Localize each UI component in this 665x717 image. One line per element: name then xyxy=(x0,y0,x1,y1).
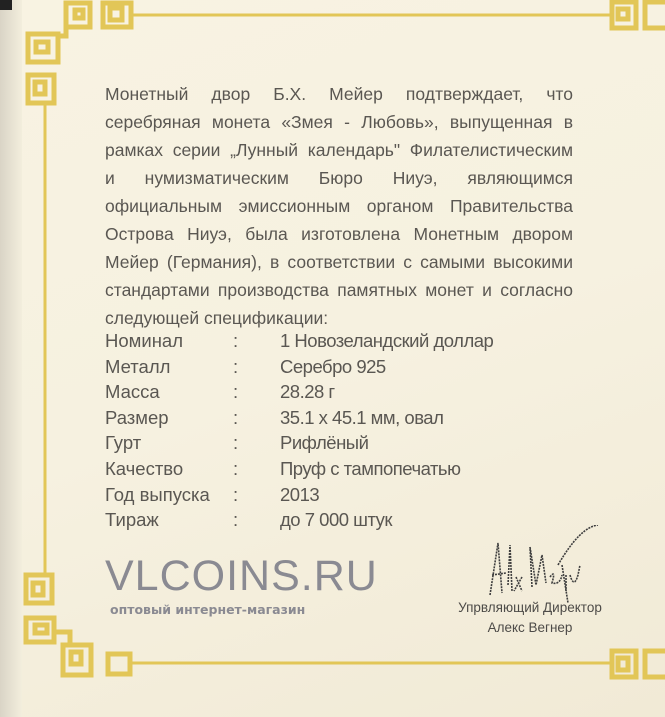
spec-label: Качество xyxy=(105,457,184,479)
spec-separator: : xyxy=(233,483,239,505)
spec-value: 35.1 x 45.1 мм, овал xyxy=(280,406,444,428)
paragraph-line: официальным эмиссионным органом Правительства xyxy=(105,196,573,216)
spec-row xyxy=(105,354,545,380)
paragraph-line: и нумизматическим Бюро Ниуэ, являющимся xyxy=(105,168,573,188)
spec-separator: : xyxy=(233,432,239,454)
spec-value: Рифлёный xyxy=(280,432,369,454)
signatory-title: Упрвляющий Директор xyxy=(458,600,602,615)
watermark-subtitle: оптовый интернет-магазин xyxy=(110,602,306,617)
spec-row xyxy=(105,430,545,456)
spec-label: Гурт xyxy=(105,432,142,454)
spec-separator: : xyxy=(233,509,239,531)
certificate-paragraph xyxy=(105,80,573,332)
specification-table xyxy=(105,328,545,533)
paragraph-line: Монетный двор Б.Х. Мейер подтверждает, что xyxy=(105,84,573,104)
spec-separator: : xyxy=(233,457,239,479)
paragraph-line: следующей спецификации: xyxy=(105,308,329,328)
spec-row xyxy=(105,456,545,482)
paragraph-line: Мейер (Германия), в соответствии с самыми высокими xyxy=(105,252,573,272)
spec-label: Тираж xyxy=(105,509,159,531)
watermark-title: VLCOINS.RU xyxy=(105,552,378,600)
spec-label: Размер xyxy=(105,406,169,428)
spec-separator: : xyxy=(233,381,239,403)
spec-value: Пруф с тампопечатью xyxy=(280,457,461,479)
signatory-block xyxy=(440,598,620,638)
spec-row xyxy=(105,405,545,431)
spec-row xyxy=(105,379,545,405)
spec-label: Номинал xyxy=(105,330,184,351)
spec-separator: : xyxy=(233,406,239,428)
spec-separator: : xyxy=(233,355,239,377)
paragraph-line: серебряная монета «Змея - Любовь», выпущенная в xyxy=(105,112,573,132)
spec-separator: : xyxy=(233,330,239,351)
spec-value: 1 Новозеландский доллар xyxy=(280,330,494,351)
spec-row xyxy=(105,328,545,354)
spec-label: Масса xyxy=(105,381,160,403)
spec-value: Серебро 925 xyxy=(280,355,386,377)
spec-value: до 7 000 штук xyxy=(280,509,393,531)
spec-label: Год выпуска xyxy=(105,483,210,505)
paragraph-line: Острова Ниуэ, была изготовлена Монетным двором xyxy=(105,224,573,244)
spec-value: 28.28 г xyxy=(280,381,335,403)
bottom-right-meander xyxy=(612,651,665,677)
spec-value: 2013 xyxy=(280,483,320,505)
signature-image xyxy=(470,525,600,605)
spec-row xyxy=(105,482,545,508)
paragraph-line: рамках серии „Лунный календарь" Филателистическим xyxy=(105,140,573,160)
spec-label: Металл xyxy=(105,355,171,377)
top-right-meander xyxy=(612,2,665,28)
signatory-name: Алекс Вегнер xyxy=(487,620,573,635)
paragraph-line: стандартами производства памятных монет и согласно xyxy=(105,280,573,300)
